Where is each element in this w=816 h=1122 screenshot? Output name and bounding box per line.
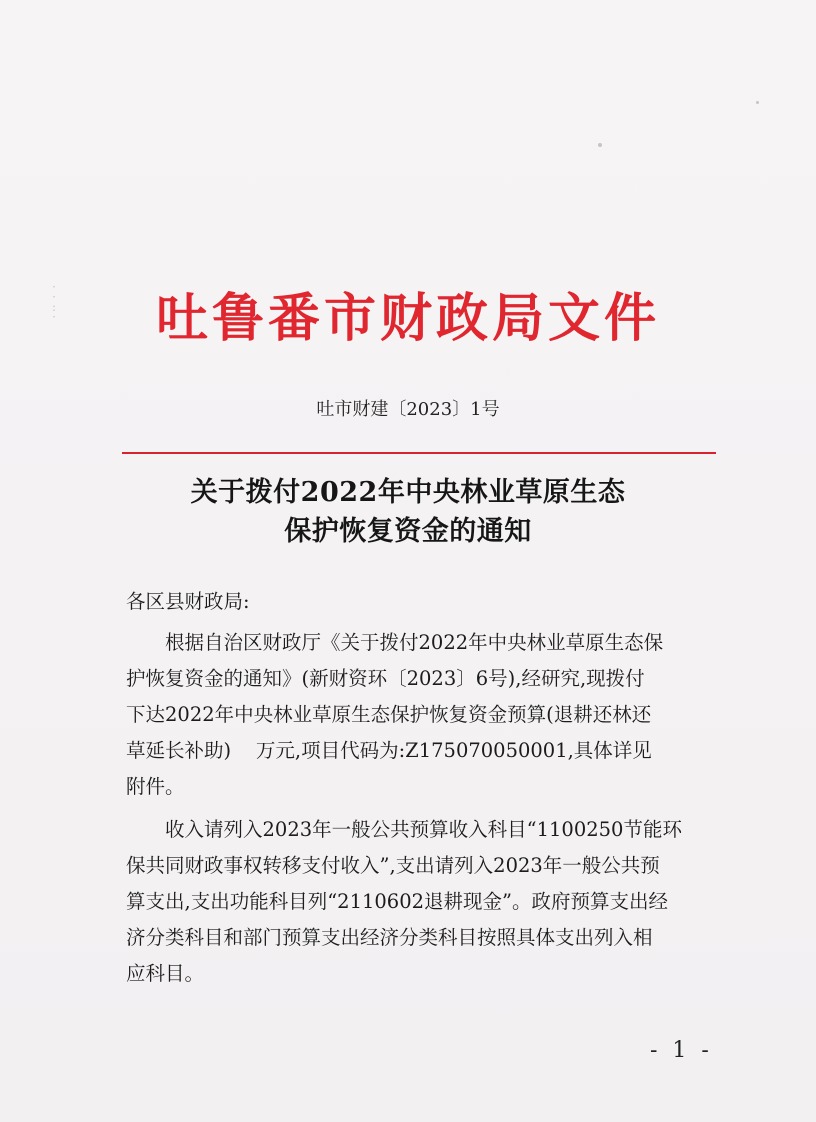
paragraph-line: 护恢复资金的通知》(新财资环〔2023〕6号),经研究,现拨付 (126, 667, 645, 690)
red-divider-line (122, 452, 716, 454)
binding-mark: · · : · (51, 280, 57, 324)
paragraph-line: 附件。 (126, 775, 185, 798)
notice-title-line1: 关于拨付2022年中央林业草原生态 (190, 477, 626, 508)
scan-speck (756, 101, 759, 104)
masthead-title: 吐鲁番市财政局文件 (155, 288, 660, 349)
paragraph-line: 根据自治区财政厅《关于拨付2022年中央林业草原生态保 (165, 631, 664, 654)
salutation: 各区县财政局: (126, 590, 250, 613)
paragraph-line: 下达2022年中央林业草原生态保护恢复资金预算(退耕还林还 (126, 703, 652, 726)
page-number: - 1 - (650, 1038, 713, 1063)
scan-speck (598, 143, 602, 147)
paragraph-line: 济分类科目和部门预算支出经济分类科目按照具体支出列入相 (126, 926, 653, 949)
body-paragraph-1 (126, 625, 720, 805)
document-number: 吐市财建〔2023〕1号 (316, 399, 500, 420)
paragraph-line: 应科目。 (126, 962, 205, 985)
paragraph-line: 收入请列入2023年一般公共预算收入科目“1100250节能环 (165, 818, 682, 841)
paragraph-line: 算支出,支出功能科目列“2110602退耕现金”。政府预算支出经 (126, 890, 668, 913)
paragraph-line: 保共同财政事权转移支付收入”,支出请列入2023年一般公共预 (126, 854, 660, 877)
notice-title-line2: 保护恢复资金的通知 (284, 516, 532, 547)
paragraph-line: 草延长补助) 万元,项目代码为:Z175070050001,具体详见 (126, 739, 652, 762)
body-paragraph-2 (126, 812, 720, 992)
